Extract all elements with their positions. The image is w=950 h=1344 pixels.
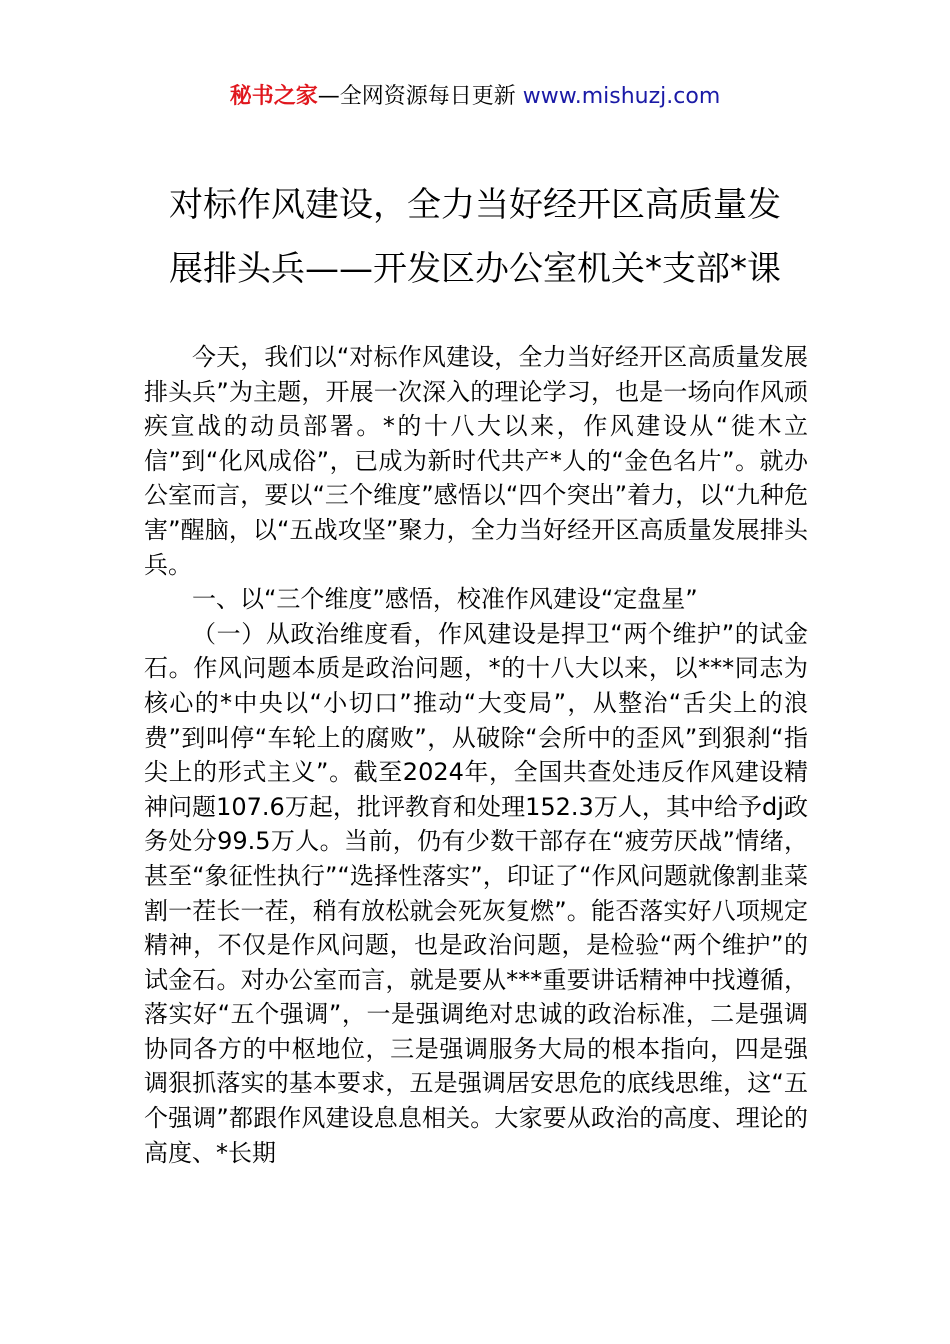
section-1-heading: 一、以“三个维度”感悟，校准作风建设“定盘星”: [192, 585, 698, 614]
site-name: 秘书之家: [229, 84, 318, 109]
title-line-1: 对标作风建设，全力当好经开区高质量发: [169, 185, 781, 225]
site-url-link[interactable]: www.mishuzj.com: [522, 84, 721, 109]
section-1-paragraph-1: （一）从政治维度看，作风建设是捍卫“两个维护”的试金石。作风问题本质是政治问题，*的十八大以来，以***同志为核心的*中央以“小切口”推动“大变局”，从整治“舌尖上的浪费”到叫停“车轮上的腐败”，从破除“会所中的歪风”到狠刹“指尖上的形式主义”。截至2024年，全国共查处违反作风建设精神问题107.6万起，批评教育和处理152.3万人，其中给予dj政务处分99.5万人。当前，仍有少数干部存在“疲劳厌战”情绪，甚至“象征性执行”“选择性落实”，印证了“作风问题就像割韭菜割一茬长一茬，稍有放松就会死灰复燃”。能否落实好八项规定精神，不仅是作风问题，也是政治问题，是检验“两个维护”的试金石。对办公室而言，就是要从***重要讲话精神中找遵循，落实好“五个强调”，一是强调绝对忠诚的政治标准，二是强调协同各方的中枢地位，三是强调服务大局的根本指向，四是强调狠抓落实的基本要求，五是强调居安思危的底线思维，这“五个强调”都跟作风建设息息相关。大家要从政治的高度、理论的高度、*长期: [144, 619, 808, 1167]
intro-paragraph: 今天，我们以“对标作风建设，全力当好经开区高质量发展排头兵”为主题，开展一次深入的理论学习，也是一场向作风顽疾宣战的动员部署。*的十八大以来，作风建设从“徙木立信”到“化风成俗”，已成为新时代共产*人的“金色名片”。就办公室而言，要以“三个维度”感悟以“四个突出”着力，以“九种危害”醒脑，以“五战攻坚”聚力，全力当好经开区高质量发展排头兵。: [144, 343, 808, 579]
title-line-2: 展排头兵——开发区办公室机关*支部*课: [169, 249, 781, 289]
site-tagline: —全网资源每日更新: [317, 84, 523, 109]
document-body: [144, 340, 808, 1170]
site-header: [0, 82, 950, 112]
document-title: [120, 173, 830, 301]
